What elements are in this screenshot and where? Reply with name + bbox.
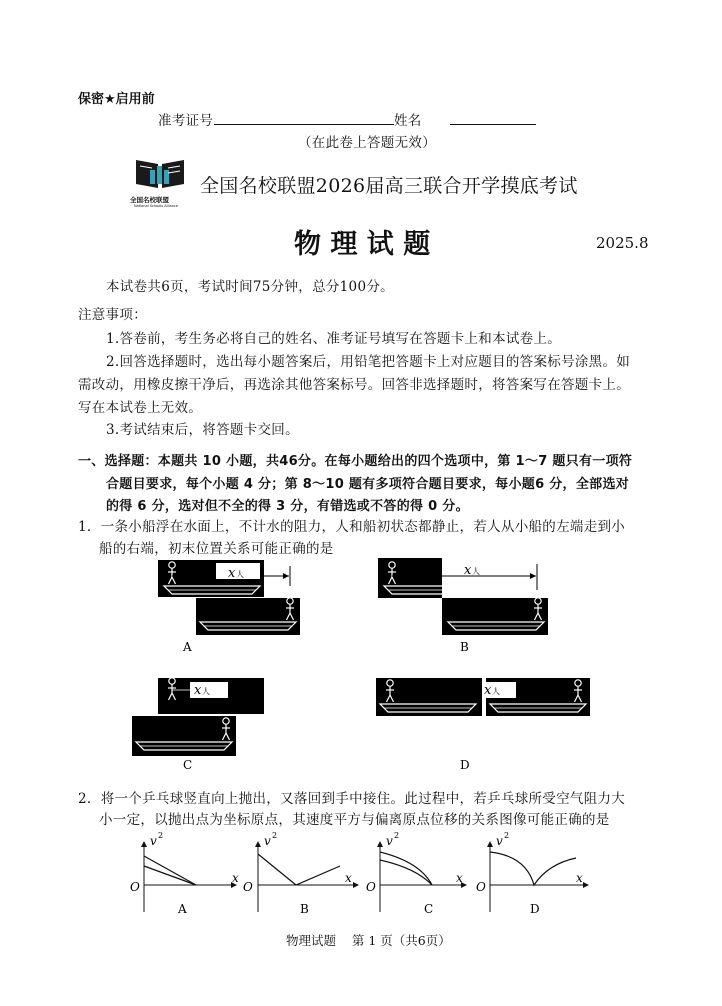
intro-text: 本试卷共6页，考试时间75分钟，总分100分。 <box>106 279 394 295</box>
exam-date: 2025.8 <box>596 234 649 252</box>
graph-a-x-label: x <box>232 871 239 885</box>
graph-c-y-label: v <box>386 834 393 848</box>
name-label: 姓名 <box>394 113 422 129</box>
logo-caption: 全国名校联盟 <box>130 196 169 204</box>
option-d-displacement-subscript: 人 <box>492 687 500 696</box>
graph-c-origin: O <box>366 880 376 894</box>
question-2-text: 2．将一个乒乓球竖直向上抛出，又落回到手中接住。此过程中，若乒乓球所受空气阻力大 <box>78 791 626 807</box>
exam-title: 全国名校联盟2026届高三联合开学摸底考试 <box>200 175 578 197</box>
graph-a-origin: O <box>130 880 140 894</box>
graph-c-y-superscript: 2 <box>394 831 400 840</box>
question-1-text: 1．一条小船浮在水面上，不计水的阻力，人和船初状态都静止，若人从小船的左端走到小 <box>78 519 626 535</box>
graph-a-option-label: A <box>178 902 187 916</box>
option-a-displacement-label: x <box>228 566 236 581</box>
graph-b-y-superscript: 2 <box>272 831 278 840</box>
graph-a <box>144 842 236 912</box>
graph-d-y-superscript: 2 <box>504 831 510 840</box>
graph-d-y-label: v <box>496 834 503 848</box>
graph-d-x-label: x <box>576 871 583 885</box>
option-c-label: C <box>183 758 193 772</box>
notes-title: 注意事项： <box>78 307 147 323</box>
graph-d-option-label: D <box>530 902 540 916</box>
note-line: 3.考试结束后，将答题卡交回。 <box>106 422 299 438</box>
section-heading-line: 的得 6 分，选对但不全的得 3 分，有错选或不答的得 0 分。 <box>106 499 469 514</box>
page-title: 物 理 试 题 <box>294 229 431 260</box>
graph-a-y-superscript: 2 <box>158 831 164 840</box>
note-line: 写在本试卷上无效。 <box>78 400 203 416</box>
question-2-text: 小一定，以抛出点为坐标原点，其速度平方与偏离原点位移的关系图像可能正确的是 <box>99 812 610 828</box>
note-line: 需改动，用橡皮擦干净后，再选涂其他答案标号。回答非选择题时，将答案写在答题卡上。 <box>78 377 630 393</box>
note-line: 1.答卷前，考生务必将自己的姓名、准考证号填写在答题卡上和本试卷上。 <box>106 331 562 347</box>
invalid-notice: （在此卷上答题无效） <box>298 135 436 151</box>
graph-c <box>380 842 466 912</box>
option-a-label: A <box>183 640 192 654</box>
option-c-displacement-label: x <box>194 683 202 698</box>
graph-c-option-label: C <box>424 902 434 916</box>
option-c-displacement-subscript: 人 <box>202 687 210 696</box>
section-heading: 一、选择题：本题共 10 小题，共46分。在每小题给出的四个选项中，第 1～7 题只有一项符 <box>78 454 633 469</box>
option-a-displacement-subscript: 人 <box>236 570 244 579</box>
graph-b-origin: O <box>243 880 253 894</box>
option-d-displacement-label: x <box>484 683 492 698</box>
option-d-label: D <box>460 758 470 772</box>
graph-c-x-label: x <box>456 871 463 885</box>
graph-a-y-label: v <box>150 834 157 848</box>
page-footer: 物理试题 第 1 页（共6页） <box>286 933 451 948</box>
graph-d-origin: O <box>476 880 486 894</box>
question-1-text: 船的右端，初末位置关系可能正确的是 <box>99 541 334 557</box>
section-heading-line: 合题目要求，每个小题 4 分；第 8～10 题有多项符合题目要求，每小题6 分，全部选对 <box>106 477 630 492</box>
note-line: 2.回答选择题时，选出每小题答案后，用铅笔把答题卡上对应题目的答案标号涂黑。如 <box>106 354 631 370</box>
option-b-displacement-label: x <box>464 563 472 578</box>
graph-b-option-label: B <box>300 902 309 916</box>
graph-b-x-label: x <box>345 871 352 885</box>
graph-b-y-label: v <box>264 834 271 848</box>
exam-number-label: 准考证号 <box>158 113 214 129</box>
logo-caption-en: National Schools Alliance <box>134 204 179 208</box>
confidential-label: 保密★启用前 <box>78 92 155 107</box>
option-b-label: B <box>460 640 469 654</box>
option-b-displacement-subscript: 人 <box>472 567 480 576</box>
